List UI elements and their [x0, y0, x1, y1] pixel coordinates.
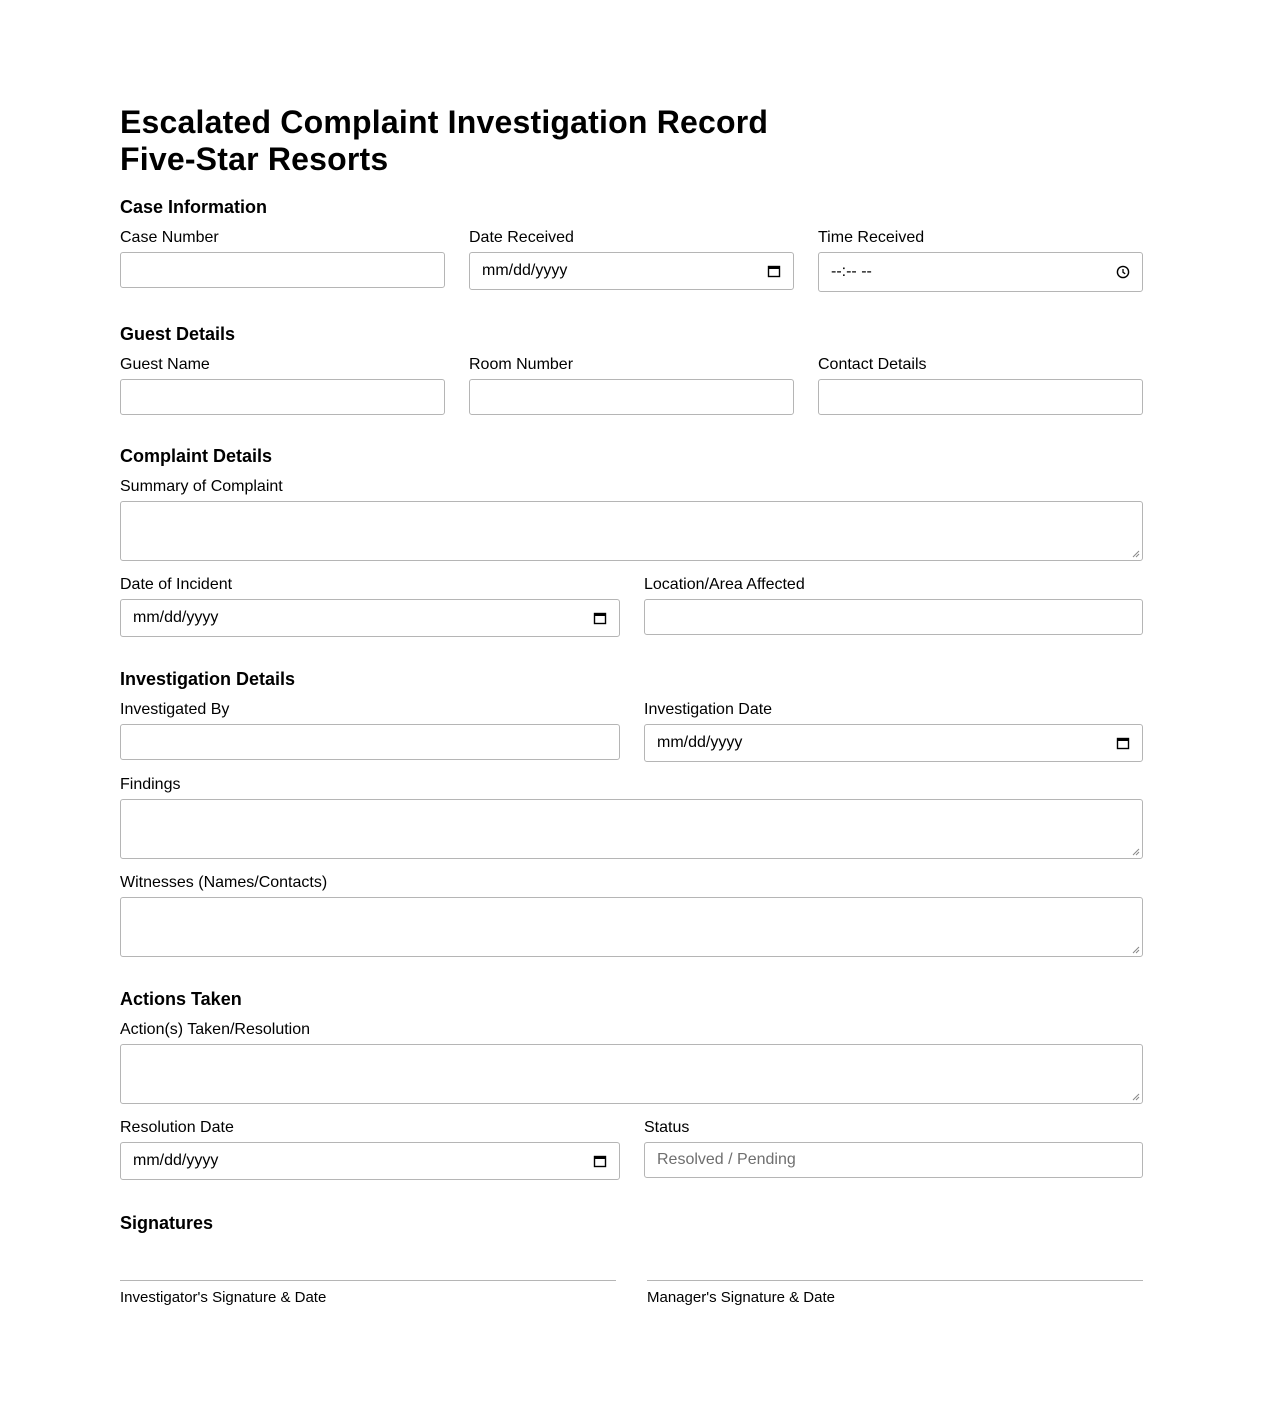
- date-received-input[interactable]: [469, 252, 794, 290]
- title-line-1: Escalated Complaint Investigation Record: [120, 104, 769, 140]
- calendar-icon[interactable]: [767, 264, 781, 278]
- date-received-label: Date Received: [469, 229, 574, 246]
- signature-line: [120, 1280, 616, 1281]
- manager-signature[interactable]: [647, 1280, 1143, 1307]
- date-of-incident-input[interactable]: [120, 599, 620, 637]
- status-input[interactable]: [644, 1142, 1143, 1178]
- title-line-2: Five-Star Resorts: [120, 141, 389, 177]
- witnesses-label: Witnesses (Names/Contacts): [120, 874, 328, 891]
- section-actions-taken: [120, 988, 1143, 1180]
- section-heading: Complaint Details: [120, 446, 273, 466]
- section-heading: Signatures: [120, 1213, 214, 1233]
- status-label: Status: [644, 1119, 690, 1136]
- calendar-icon[interactable]: [593, 1154, 607, 1168]
- page-title: [120, 104, 1143, 178]
- date-of-incident-placeholder: mm/dd/yyyy: [133, 609, 219, 626]
- resolution-date-input[interactable]: [120, 1142, 620, 1180]
- investigator-signature-label: Investigator's Signature & Date: [120, 1289, 327, 1306]
- findings-textarea[interactable]: [120, 799, 1143, 859]
- investigation-date-input[interactable]: [644, 724, 1143, 762]
- clock-icon[interactable]: [1116, 265, 1130, 279]
- witnesses-textarea[interactable]: [120, 897, 1143, 957]
- signature-line: [647, 1280, 1143, 1281]
- section-heading: Actions Taken: [120, 989, 242, 1009]
- calendar-icon[interactable]: [1116, 736, 1130, 750]
- section-heading: Investigation Details: [120, 669, 296, 689]
- summary-textarea[interactable]: [120, 501, 1143, 561]
- summary-label: Summary of Complaint: [120, 478, 283, 495]
- time-received-placeholder: --:-- --: [831, 263, 872, 280]
- resize-handle-icon[interactable]: [1132, 1093, 1140, 1101]
- section-guest-details: [120, 323, 1143, 415]
- investigation-date-placeholder: mm/dd/yyyy: [657, 734, 743, 751]
- calendar-icon[interactable]: [593, 611, 607, 625]
- section-investigation-details: [120, 668, 1143, 957]
- room-number-input[interactable]: [469, 379, 794, 415]
- case-number-input[interactable]: [120, 252, 445, 288]
- resolution-date-placeholder: mm/dd/yyyy: [133, 1152, 219, 1169]
- manager-signature-label: Manager's Signature & Date: [647, 1289, 835, 1306]
- room-number-label: Room Number: [469, 356, 574, 373]
- section-case-information: [120, 196, 1143, 292]
- section-heading: Case Information: [120, 197, 268, 217]
- section-complaint-details: [120, 445, 1143, 637]
- resolution-label: Action(s) Taken/Resolution: [120, 1021, 311, 1038]
- date-received-placeholder: mm/dd/yyyy: [482, 262, 568, 279]
- location-label: Location/Area Affected: [644, 576, 805, 593]
- guest-name-input[interactable]: [120, 379, 445, 415]
- resize-handle-icon[interactable]: [1132, 848, 1140, 856]
- investigated-by-input[interactable]: [120, 724, 620, 760]
- location-input[interactable]: [644, 599, 1143, 635]
- time-received-label: Time Received: [818, 229, 925, 246]
- resize-handle-icon[interactable]: [1132, 550, 1140, 558]
- case-number-label: Case Number: [120, 229, 219, 246]
- time-received-input[interactable]: [818, 252, 1143, 292]
- resolution-date-label: Resolution Date: [120, 1119, 234, 1136]
- resize-handle-icon[interactable]: [1132, 946, 1140, 954]
- investigated-by-label: Investigated By: [120, 701, 230, 718]
- guest-name-label: Guest Name: [120, 356, 210, 373]
- resolution-textarea[interactable]: [120, 1044, 1143, 1104]
- section-signatures: [120, 1212, 1143, 1307]
- status-placeholder: Resolved / Pending: [657, 1151, 796, 1168]
- section-heading: Guest Details: [120, 324, 236, 344]
- investigation-date-label: Investigation Date: [644, 701, 773, 718]
- contact-details-input[interactable]: [818, 379, 1143, 415]
- findings-label: Findings: [120, 776, 181, 793]
- investigator-signature[interactable]: [120, 1280, 616, 1307]
- contact-details-label: Contact Details: [818, 356, 927, 373]
- date-of-incident-label: Date of Incident: [120, 576, 233, 593]
